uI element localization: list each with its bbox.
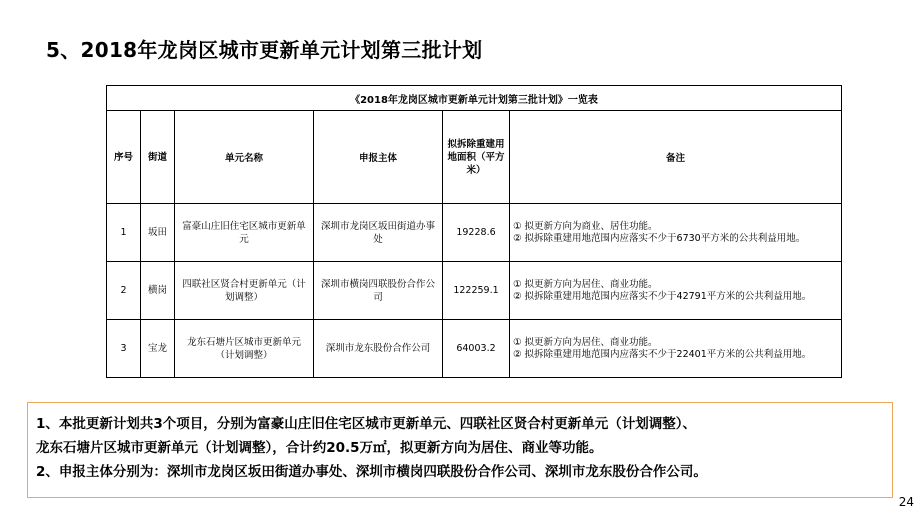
- remark-line: ① 拟更新方向为居住、商业功能。: [513, 336, 658, 348]
- plan-table: [106, 85, 842, 378]
- summary-box: [27, 402, 893, 498]
- slide-title: 5、2018年龙岗区城市更新单元计划第三批计划: [46, 38, 483, 62]
- header-area: 拟拆除重建用地面积（平方米）: [443, 111, 510, 204]
- header-applicant: 申报主体: [314, 111, 443, 204]
- remark-line: ② 拟拆除重建用地范围内应落实不少于6730平方米的公共利益用地。: [513, 232, 806, 244]
- summary-line: 2、申报主体分别为：深圳市龙岗区坂田街道办事处、深圳市横岗四联股份合作公司、深圳市龙东股份合作公司。: [36, 464, 707, 480]
- header-street: 街道: [141, 111, 175, 204]
- remark-line: ② 拟拆除重建用地范围内应落实不少于22401平方米的公共利益用地。: [513, 348, 812, 360]
- cell-area: 19228.6: [443, 204, 510, 262]
- cell-street: 宝龙: [141, 320, 175, 378]
- table-caption: 《2018年龙岗区城市更新单元计划第三批计划》一览表: [107, 86, 842, 111]
- cell-no: 2: [107, 262, 141, 320]
- cell-remarks: [510, 320, 842, 378]
- cell-unit-name: 四联社区贤合村更新单元（计划调整）: [175, 262, 314, 320]
- summary-line: 1、本批更新计划共3个项目，分别为富豪山庄旧住宅区城市更新单元、四联社区贤合村更新单元（计划调整）、: [36, 416, 697, 432]
- cell-street: 横岗: [141, 262, 175, 320]
- cell-no: 3: [107, 320, 141, 378]
- cell-applicant: 深圳市龙东股份合作公司: [314, 320, 443, 378]
- remark-line: ① 拟更新方向为商业、居住功能。: [513, 220, 658, 232]
- table-header-row: [107, 111, 842, 204]
- cell-no: 1: [107, 204, 141, 262]
- header-remarks: 备注: [510, 111, 842, 204]
- table-row: [107, 320, 842, 378]
- cell-unit-name: 富豪山庄旧住宅区城市更新单元: [175, 204, 314, 262]
- remark-line: ① 拟更新方向为居住、商业功能。: [513, 278, 658, 290]
- cell-applicant: 深圳市横岗四联股份合作公司: [314, 262, 443, 320]
- header-unit-name: 单元名称: [175, 111, 314, 204]
- cell-applicant: 深圳市龙岗区坂田街道办事处: [314, 204, 443, 262]
- cell-area: 122259.1: [443, 262, 510, 320]
- cell-remarks: [510, 204, 842, 262]
- plan-table-container: [106, 85, 841, 378]
- page-number: 24: [898, 495, 914, 509]
- summary-line: 龙东石塘片区城市更新单元（计划调整），合计约20.5万㎡，拟更新方向为居住、商业等功能。: [36, 440, 603, 456]
- cell-street: 坂田: [141, 204, 175, 262]
- remark-line: ② 拟拆除重建用地范围内应落实不少于42791平方米的公共利益用地。: [513, 290, 812, 302]
- table-row: [107, 262, 842, 320]
- cell-remarks: [510, 262, 842, 320]
- header-no: 序号: [107, 111, 141, 204]
- cell-area: 64003.2: [443, 320, 510, 378]
- table-row: [107, 204, 842, 262]
- cell-unit-name: 龙东石塘片区城市更新单元（计划调整）: [175, 320, 314, 378]
